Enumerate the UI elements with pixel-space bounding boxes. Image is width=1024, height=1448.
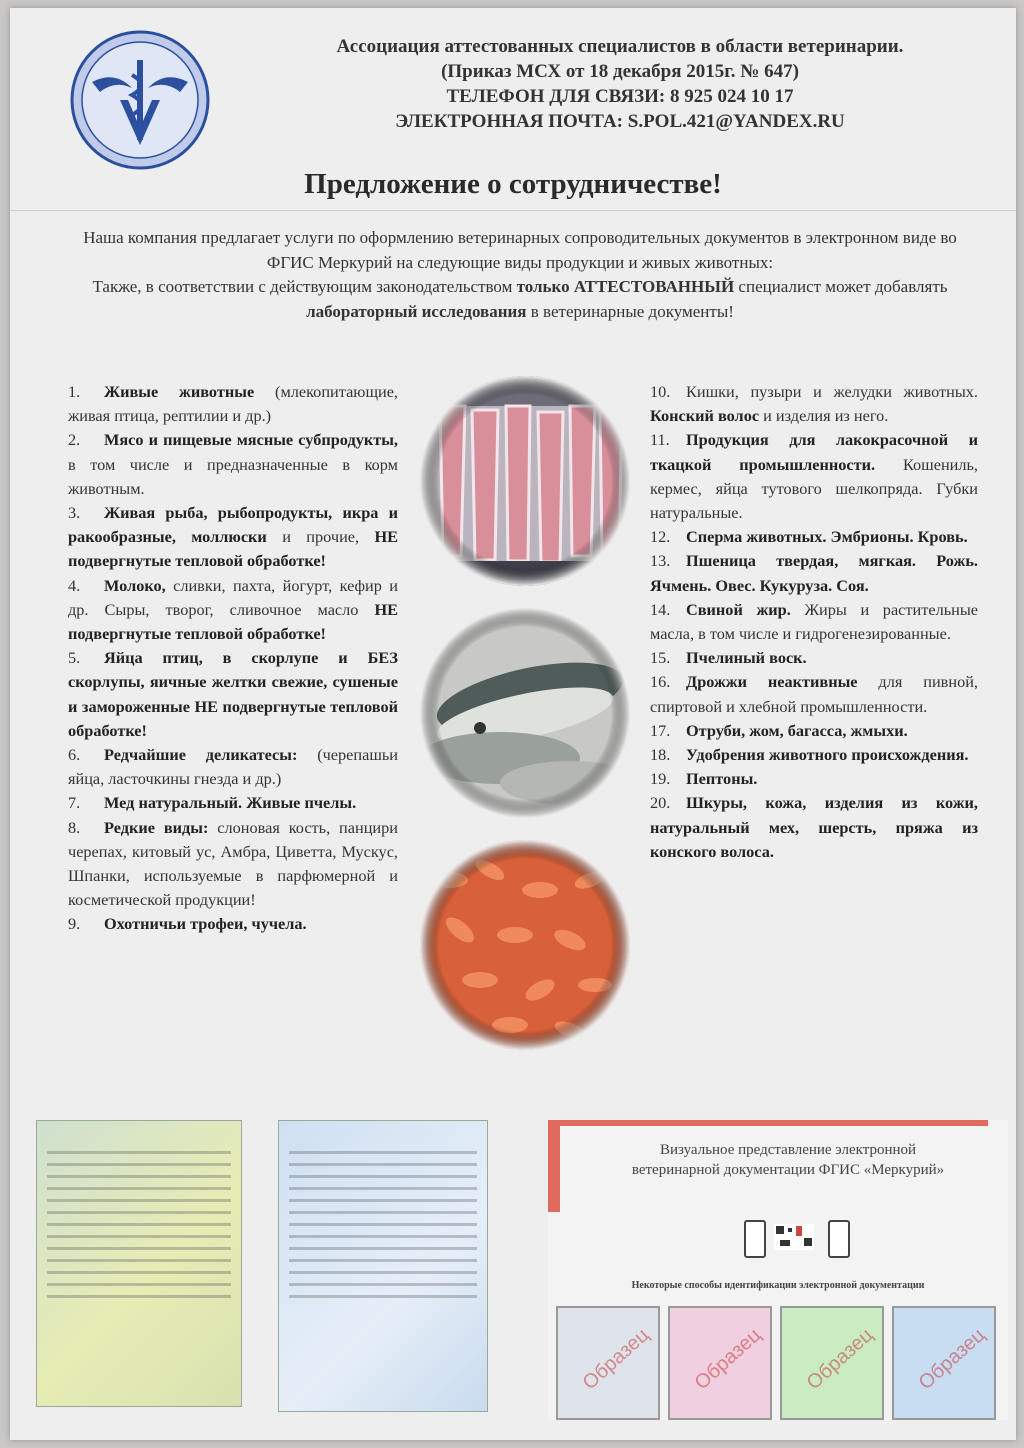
list-item: 8. Редкие виды: слоновая кость, панцири черепах, китовый ус, Амбра, Циветта, Мускус, Шпанки, используемые в парфюмерной и косметической продукции! [68, 817, 398, 910]
list-item: 18. Удобрения животного происхождения. [650, 745, 969, 765]
list-item: 4. Молоко, сливки, пахта, йогурт, кефир и др. Сыры, творог, сливочное масло НЕ подвергнутые тепловой обработке! [68, 575, 398, 644]
intro-bold-lab: лабораторный исследования [306, 301, 527, 321]
association-header [240, 34, 1000, 134]
page-title: Предложение о сотрудничестве! [304, 168, 722, 200]
list-item: 9. Охотничьи трофеи, чучела. [68, 914, 307, 934]
vet-certificate-sample-yellow [36, 1120, 242, 1407]
identification-caption: Некоторые способы идентификации электронной документации [631, 1280, 925, 1291]
mercury-visual-panel [548, 1120, 1008, 1420]
flyer-sheet [10, 8, 1016, 1440]
intro-bold-certified: только АТТЕСТОВАННЫЙ [516, 277, 735, 296]
list-item: 10. Кишки, пузыри и желудки животных. Конский волос и изделия из него. [650, 382, 978, 426]
accent-bar [548, 1120, 988, 1126]
list-item: 2. Мясо и пищевые мясные субпродукты, в том числе и предназначенные в корм животным. [68, 430, 398, 498]
list-item: 15. Пчелиный воск. [650, 648, 807, 668]
phone-icon [744, 1220, 766, 1258]
header-block [10, 8, 1016, 208]
qr-code-icon [774, 1224, 814, 1250]
association-name: Ассоциация аттестованных специалистов в области ветеринарии. [336, 36, 904, 57]
accent-bar [548, 1120, 560, 1212]
list-item: 20. Шкуры, кожа, изделия из кожи, натуральный мех, шерсть, пряжа из конского волоса. [650, 793, 978, 861]
list-item: 17. Отруби, жом, багасса, жмыхи. [650, 720, 908, 740]
list-item: 12. Сперма животных. Эмбрионы. Кровь. [650, 527, 968, 547]
document-samples [10, 1098, 1016, 1440]
fresh-fish-photo [420, 608, 630, 818]
list-item: 14. Свиной жир. Жиры и растительные масла, в том числе и гидрогенезированные. [650, 599, 979, 644]
list-item: 7. Мед натуральный. Живые пчелы. [68, 793, 357, 813]
contact-email: ЭЛЕКТРОННАЯ ПОЧТА: S.POL.421@YANDEX.RU [395, 111, 845, 132]
intro-text [70, 226, 970, 324]
right-product-list [650, 380, 978, 864]
shrimp-photo [420, 840, 630, 1050]
mercury-caption: Визуальное представление электронной ветеринарной документации ФГИС «Меркурий» [631, 1142, 945, 1178]
list-item: 3. Живая рыба, рыбопродукты, икра и ракообразные, моллюски и прочие, НЕ подвергнутые тепловой обработке! [68, 503, 398, 571]
intro-part-a: Также, в соответствии с действующим законодательством [92, 277, 517, 296]
list-item: 13. Пшеница твердая, мягкая. Рожь. Ячмень. Овес. Кукуруза. Соя. [650, 551, 978, 595]
intro-part-c: специалист может добавлять [734, 277, 948, 296]
intro-part-e: в ветеринарные документы! [526, 301, 734, 321]
sample-doc-green: Образец [780, 1306, 884, 1420]
intro-paragraph-1: Наша компания предлагает услуги по оформлению ветеринарных сопроводительных документов в электронном виде во ФГИС Меркурий на следующие виды продукции и живых животных: [83, 228, 957, 272]
list-item: 6. Редчайшие деликатесы: (черепашьи яйца, ласточкины гнезда и др.) [68, 745, 399, 789]
vet-certificate-sample-blue [278, 1120, 488, 1412]
sample-doc-grey: Образец [556, 1306, 660, 1420]
sample-doc-pink: Образец [668, 1306, 772, 1420]
list-item: 5. Яйца птиц, в скорлупе и БЕЗ скорлупы, яичные желтки свежие, сушеные и замороженные НЕ подвергнутые тепловой обработке! [68, 648, 398, 740]
sample-doc-blue: Образец [892, 1306, 996, 1420]
list-item: 11. Продукция для лакокрасочной и ткацкой промышленности. Кошениль, кермес, яйца тутового шелкопряда. Губки натуральные. [650, 430, 978, 523]
list-item: 1. Живые животные (млекопитающие, живая птица, рептилии и др.) [68, 382, 398, 426]
left-product-list [68, 380, 398, 937]
order-reference: (Приказ МСХ от 18 декабря 2015г. № 647) [441, 61, 799, 82]
meat-carcasses-photo [420, 376, 630, 586]
list-item: 19. Пептоны. [650, 769, 758, 789]
veterinary-logo [70, 30, 210, 170]
phone-icon [828, 1220, 850, 1258]
divider [10, 210, 1016, 211]
contact-phone: ТЕЛЕФОН ДЛЯ СВЯЗИ: 8 925 024 10 17 [446, 86, 794, 107]
list-item: 16. Дрожжи неактивные для пивной, спиртовой и хлебной промышленности. [650, 672, 978, 716]
